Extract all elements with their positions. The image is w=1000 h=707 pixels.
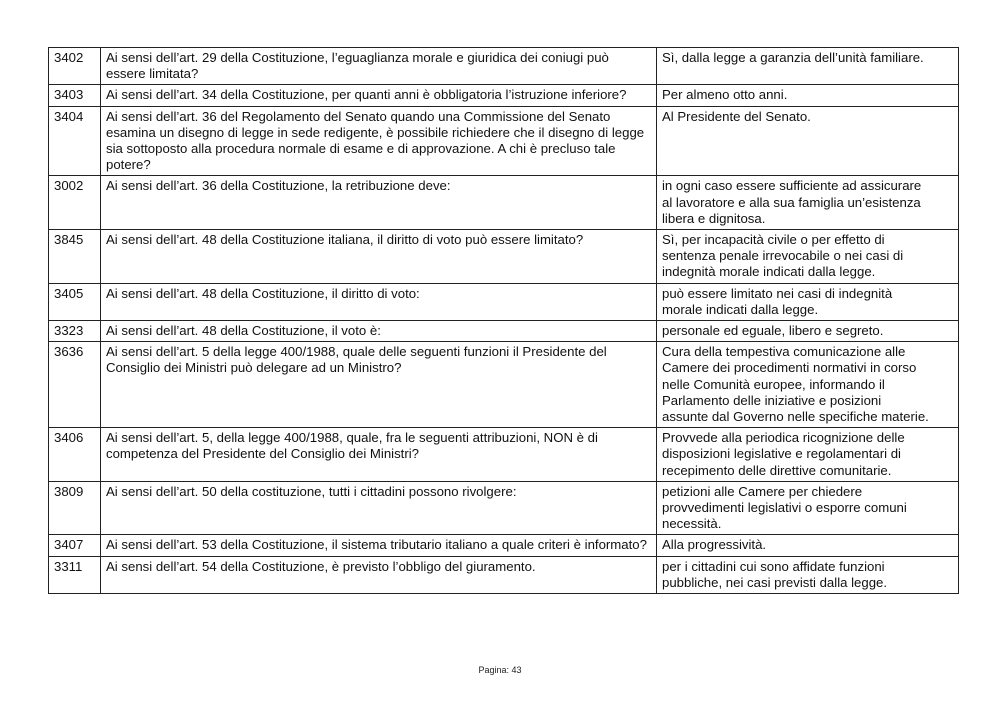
- question-id: 3311: [49, 556, 101, 593]
- answer-text: Alla progressività.: [657, 535, 959, 556]
- answer-text: può essere limitato nei casi di indegnità morale indicati dalla legge.: [657, 283, 959, 320]
- table-row: [49, 342, 959, 428]
- question-text: Ai sensi dell’art. 48 della Costituzione, il diritto di voto:: [101, 283, 657, 320]
- question-text: Ai sensi dell’art. 36 della Costituzione, la retribuzione deve:: [101, 176, 657, 230]
- table-row: [49, 230, 959, 284]
- table-row: [49, 321, 959, 342]
- question-text: Ai sensi dell’art. 36 del Regolamento del Senato quando una Commissione del Senato esamina un disegno di legge in sede redigente, è possibile richiedere che il disegno di legge sia sottoposto alla procedura normale di esame e di approvazione. A chi è precluso tale potere?: [101, 106, 657, 176]
- table-row: [49, 556, 959, 593]
- page-number: Pagina: 43: [478, 665, 522, 675]
- question-id: 3845: [49, 230, 101, 284]
- answer-text: per i cittadini cui sono affidate funzioni pubbliche, nei casi previsti dalla legge.: [657, 556, 959, 593]
- question-id: 3809: [49, 481, 101, 535]
- answer-text: Sì, per incapacità civile o per effetto di sentenza penale irrevocabile o nei casi di indegnità morale indicati dalla legge.: [657, 230, 959, 284]
- answer-text: Sì, dalla legge a garanzia dell’unità familiare.: [657, 48, 959, 85]
- answer-text: Al Presidente del Senato.: [657, 106, 959, 176]
- question-id: 3636: [49, 342, 101, 428]
- answer-text: Provvede alla periodica ricognizione delle disposizioni legislative e regolamentari di recepimento delle direttive comunitarie.: [657, 428, 959, 482]
- table-row: [49, 176, 959, 230]
- question-text: Ai sensi dell’art. 50 della costituzione, tutti i cittadini possono rivolgere:: [101, 481, 657, 535]
- question-text: Ai sensi dell’art. 54 della Costituzione, è previsto l’obbligo del giuramento.: [101, 556, 657, 593]
- question-text: Ai sensi dell’art. 5, della legge 400/1988, quale, fra le seguenti attribuzioni, NON è di competenza del Presidente del Consiglio dei Ministri?: [101, 428, 657, 482]
- answer-text: personale ed eguale, libero e segreto.: [657, 321, 959, 342]
- table-body: [49, 48, 959, 594]
- answer-text: Cura della tempestiva comunicazione alle Camere dei procedimenti normativi in corso nelle Comunità europee, informando il Parlamento delle iniziative e posizioni assunte dal Governo nelle specifiche materie.: [657, 342, 959, 428]
- question-id: 3404: [49, 106, 101, 176]
- page-footer: [0, 665, 1000, 675]
- table-row: [49, 428, 959, 482]
- question-answer-table: [48, 47, 959, 594]
- question-id: 3406: [49, 428, 101, 482]
- question-text: Ai sensi dell’art. 34 della Costituzione, per quanti anni è obbligatoria l’istruzione inferiore?: [101, 85, 657, 106]
- question-id: 3323: [49, 321, 101, 342]
- answer-text: Per almeno otto anni.: [657, 85, 959, 106]
- question-text: Ai sensi dell’art. 29 della Costituzione, l’eguaglianza morale e giuridica dei coniugi può essere limitata?: [101, 48, 657, 85]
- table-row: [49, 283, 959, 320]
- question-id: 3407: [49, 535, 101, 556]
- question-id: 3402: [49, 48, 101, 85]
- table-row: [49, 48, 959, 85]
- table-row: [49, 535, 959, 556]
- question-text: Ai sensi dell’art. 53 della Costituzione, il sistema tributario italiano a quale criteri è informato?: [101, 535, 657, 556]
- answer-text: in ogni caso essere sufficiente ad assicurare al lavoratore e alla sua famiglia un’esistenza libera e dignitosa.: [657, 176, 959, 230]
- question-text: Ai sensi dell’art. 48 della Costituzione italiana, il diritto di voto può essere limitato?: [101, 230, 657, 284]
- question-id: 3403: [49, 85, 101, 106]
- table-row: [49, 85, 959, 106]
- question-text: Ai sensi dell’art. 48 della Costituzione, il voto è:: [101, 321, 657, 342]
- question-id: 3405: [49, 283, 101, 320]
- answer-text: petizioni alle Camere per chiedere provvedimenti legislativi o esporre comuni necessità.: [657, 481, 959, 535]
- question-id: 3002: [49, 176, 101, 230]
- table-row: [49, 106, 959, 176]
- table-row: [49, 481, 959, 535]
- question-text: Ai sensi dell’art. 5 della legge 400/1988, quale delle seguenti funzioni il Presidente del Consiglio dei Ministri può delegare ad un Ministro?: [101, 342, 657, 428]
